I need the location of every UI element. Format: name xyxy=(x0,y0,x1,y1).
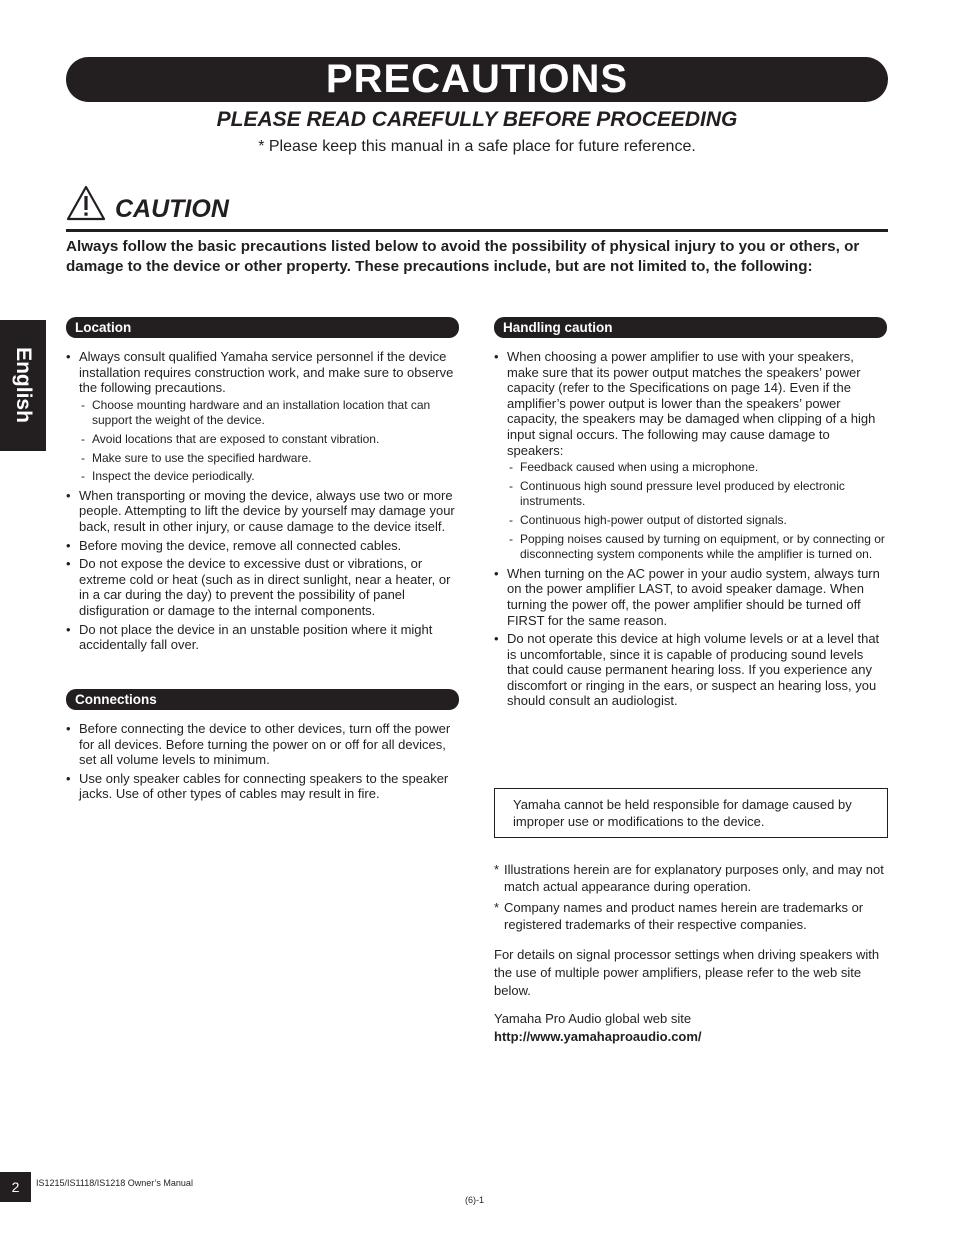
page-number: 2 xyxy=(0,1172,31,1202)
list-item: • Before moving the device, remove all connected cables. xyxy=(66,538,460,554)
details-paragraph: For details on signal processor settings when driving speakers with the use of multiple power amplifiers, please refer to the web site below. xyxy=(494,947,880,998)
page-title: PRECAUTIONS xyxy=(66,57,888,102)
handling-list xyxy=(494,349,888,712)
list-item: • Use only speaker cables for connecting speakers to the speaker jacks. Use of other types of cables may result in fire. xyxy=(66,771,460,802)
subtitle: PLEASE READ CAREFULLY BEFORE PROCEEDING xyxy=(216,108,738,131)
section-heading-connections: Connections xyxy=(66,689,459,710)
list-item: • Before connecting the device to other devices, turn off the power for all devices. Before turning the power on or off for all devices, set all volume levels to minimum. xyxy=(66,721,460,768)
sub-item: - Make sure to use the specified hardware. xyxy=(79,451,460,467)
website-label: Yamaha Pro Audio global web site xyxy=(494,1011,692,1026)
list-item: • Do not place the device in an unstable position where it might accidentally fall over. xyxy=(66,622,460,653)
caution-heading: CAUTION xyxy=(115,195,229,223)
sub-item: - Choose mounting hardware and an installation location that can support the weight of the device. xyxy=(79,398,460,429)
keep-manual-note: * Please keep this manual in a safe place for future reference. xyxy=(258,138,696,155)
list-item xyxy=(66,349,460,485)
list-item: • When transporting or moving the device, always use two or more people. Attempting to lift the device by yourself may damage your back, result in other injury, or cause damage to the device itself. xyxy=(66,488,460,535)
caution-divider xyxy=(66,229,888,232)
section-heading-location: Location xyxy=(66,317,459,338)
language-tab-label: English xyxy=(12,347,35,423)
sub-item: - Continuous high sound pressure level produced by electronic instruments. xyxy=(507,479,888,510)
list-item xyxy=(494,349,888,563)
warning-triangle-icon xyxy=(66,185,106,221)
list-item-text: When choosing a power amplifier to use with your speakers, make sure that its power output matches the speakers’ power capacity (refer to the Specifications on page 14). Even if the amplifier’s power output is lower than the speakers’ power capacity, the speakers may be damaged when clipping of a high input signal occurs. The following may cause damage to speakers: xyxy=(507,349,876,458)
section-heading-handling: Handling caution xyxy=(494,317,887,338)
sub-item: - Inspect the device periodically. xyxy=(79,469,460,485)
sub-item: - Continuous high-power output of distorted signals. xyxy=(507,513,888,529)
sub-item: - Popping noises caused by turning on equipment, or by connecting or disconnecting system components while the amplifier is turned on. xyxy=(507,532,888,563)
list-item-text: Always consult qualified Yamaha service personnel if the device installation requires construction work, and make sure to observe the following precautions. xyxy=(79,349,454,396)
caution-intro: Always follow the basic precautions listed below to avoid the possibility of physical injury to you or others, or damage to the device or other property. These precautions include, but are not limited to, the following: xyxy=(66,238,860,275)
location-list xyxy=(66,349,460,656)
list-item: • Do not operate this device at high volume levels or at a level that is uncomfortable, since it is capable of producing sound levels that could cause permanent hearing loss. If you experience any discomfort or ringing in the ears, or suspect an hearing loss, you should consult an audiologist. xyxy=(494,631,888,709)
footer-manual-title: IS1215/IS1118/IS1218 Owner’s Manual xyxy=(36,1178,193,1188)
disclaimer-box: Yamaha cannot be held responsible for damage caused by improper use or modifications to the device. xyxy=(494,788,888,838)
list-item: • When turning on the AC power in your audio system, always turn on the power amplifier LAST, to avoid speaker damage. When turning the power off, the power amplifier should be turned off FIRST for the same reason. xyxy=(494,566,888,628)
note-item: * Illustrations herein are for explanatory purposes only, and may not match actual appearance during operation. xyxy=(494,861,888,895)
sub-item: - Feedback caused when using a microphone. xyxy=(507,460,888,476)
language-tab xyxy=(0,320,46,451)
website-url[interactable]: http://www.yamahaproaudio.com/ xyxy=(494,1029,702,1044)
note-item: * Company names and product names herein are trademarks or registered trademarks of their respective companies. xyxy=(494,899,888,933)
connections-list xyxy=(66,721,460,805)
list-item: • Do not expose the device to excessive dust or vibrations, or extreme cold or heat (such as in direct sunlight, near a heater, or in a car during the day) to prevent the possibility of panel disfiguration or damage to the internal components. xyxy=(66,556,460,618)
sub-item: - Avoid locations that are exposed to constant vibration. xyxy=(79,432,460,448)
notes xyxy=(494,861,888,937)
footer-code: (6)-1 xyxy=(465,1195,485,1205)
